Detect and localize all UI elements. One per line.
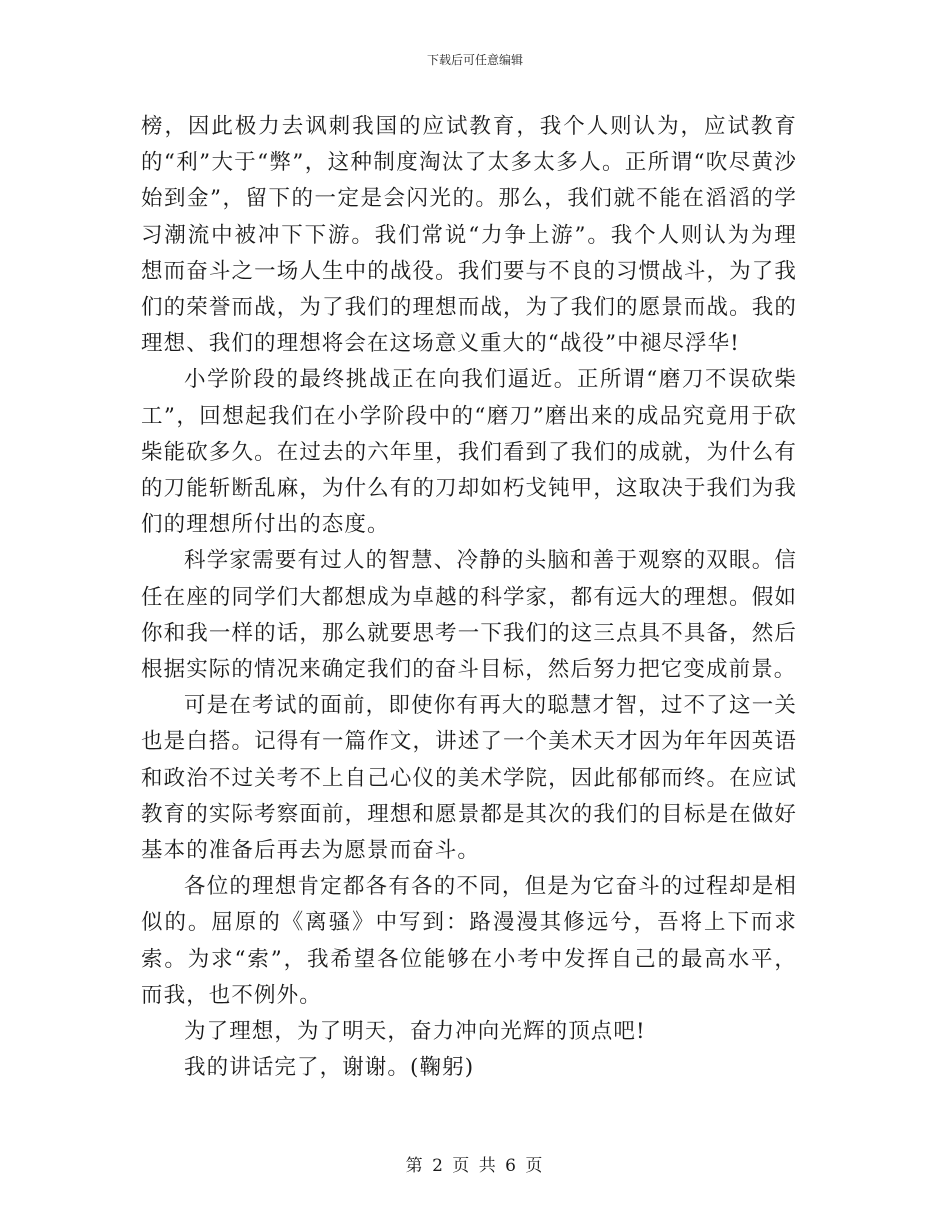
- paragraph: 各位的理想肯定都各有各的不同，但是为它奋斗的过程却是相似的。屈原的《离骚》中写到：路漫漫其修远兮，吾将上下而求索。为求“索”，我希望各位能够在小考中发挥自己的最高水平，而我，也不例外。: [141, 874, 797, 1008]
- paragraph-closing: 我的讲话完了，谢谢。(鞠躬): [184, 1055, 475, 1081]
- paragraph: 为了理想，为了明天，奋力冲向光辉的顶点吧!: [184, 1019, 646, 1045]
- paragraph: 可是在考试的面前，即使你有再大的聪慧才智，过不了这一关也是白搭。记得有一篇作文，讲述了一个美术天才因为年年因英语和政治不过关考不上自己心仪的美术学院，因此郁郁而终。在应试教育的实际考察面前，理想和愿景都是其次的我们的目标是在做好基本的准备后再去为愿景而奋斗。: [141, 693, 797, 864]
- page-header: 下载后可任意编辑: [426, 53, 523, 67]
- paragraph-continuation: 榜，因此极力去讽刺我国的应试教育，我个人则认为，应试教育的“利”大于“弊”，这种制度淘汰了太多太多人。正所谓“吹尽黄沙始到金”，留下的一定是会闪光的。那么，我们就不能在滔滔的学习潮流中被冲下下游。我们常说“力争上游”。我个人则认为为理想而奋斗之一场人生中的战役。我们要与不良的习惯战斗，为了我们的荣誉而战，为了我们的理想而战，为了我们的愿景而战。我的理想、我们的理想将会在这场意义重大的“战役”中褪尽浮华!: [141, 114, 797, 357]
- document-body: [141, 109, 797, 1086]
- paragraph: 小学阶段的最终挑战正在向我们逼近。正所谓“磨刀不误砍柴工”，回想起我们在小学阶段中的“磨刀”磨出来的成品究竟用于砍柴能砍多久。在过去的六年里，我们看到了我们的成就，为什么有的刀能斩断乱麻，为什么有的刀却如朽戈钝甲，这取决于我们为我们的理想所付出的态度。: [141, 367, 797, 538]
- page-number: 第 2 页 共 6 页: [405, 1156, 545, 1176]
- paragraph: 科学家需要有过人的智慧、冷静的头脑和善于观察的双眼。信任在座的同学们大都想成为卓越的科学家，都有远大的理想。假如你和我一样的话，那么就要思考一下我们的这三点具不具备，然后根据实际的情况来确定我们的奋斗目标，然后努力把它变成前景。: [141, 548, 797, 683]
